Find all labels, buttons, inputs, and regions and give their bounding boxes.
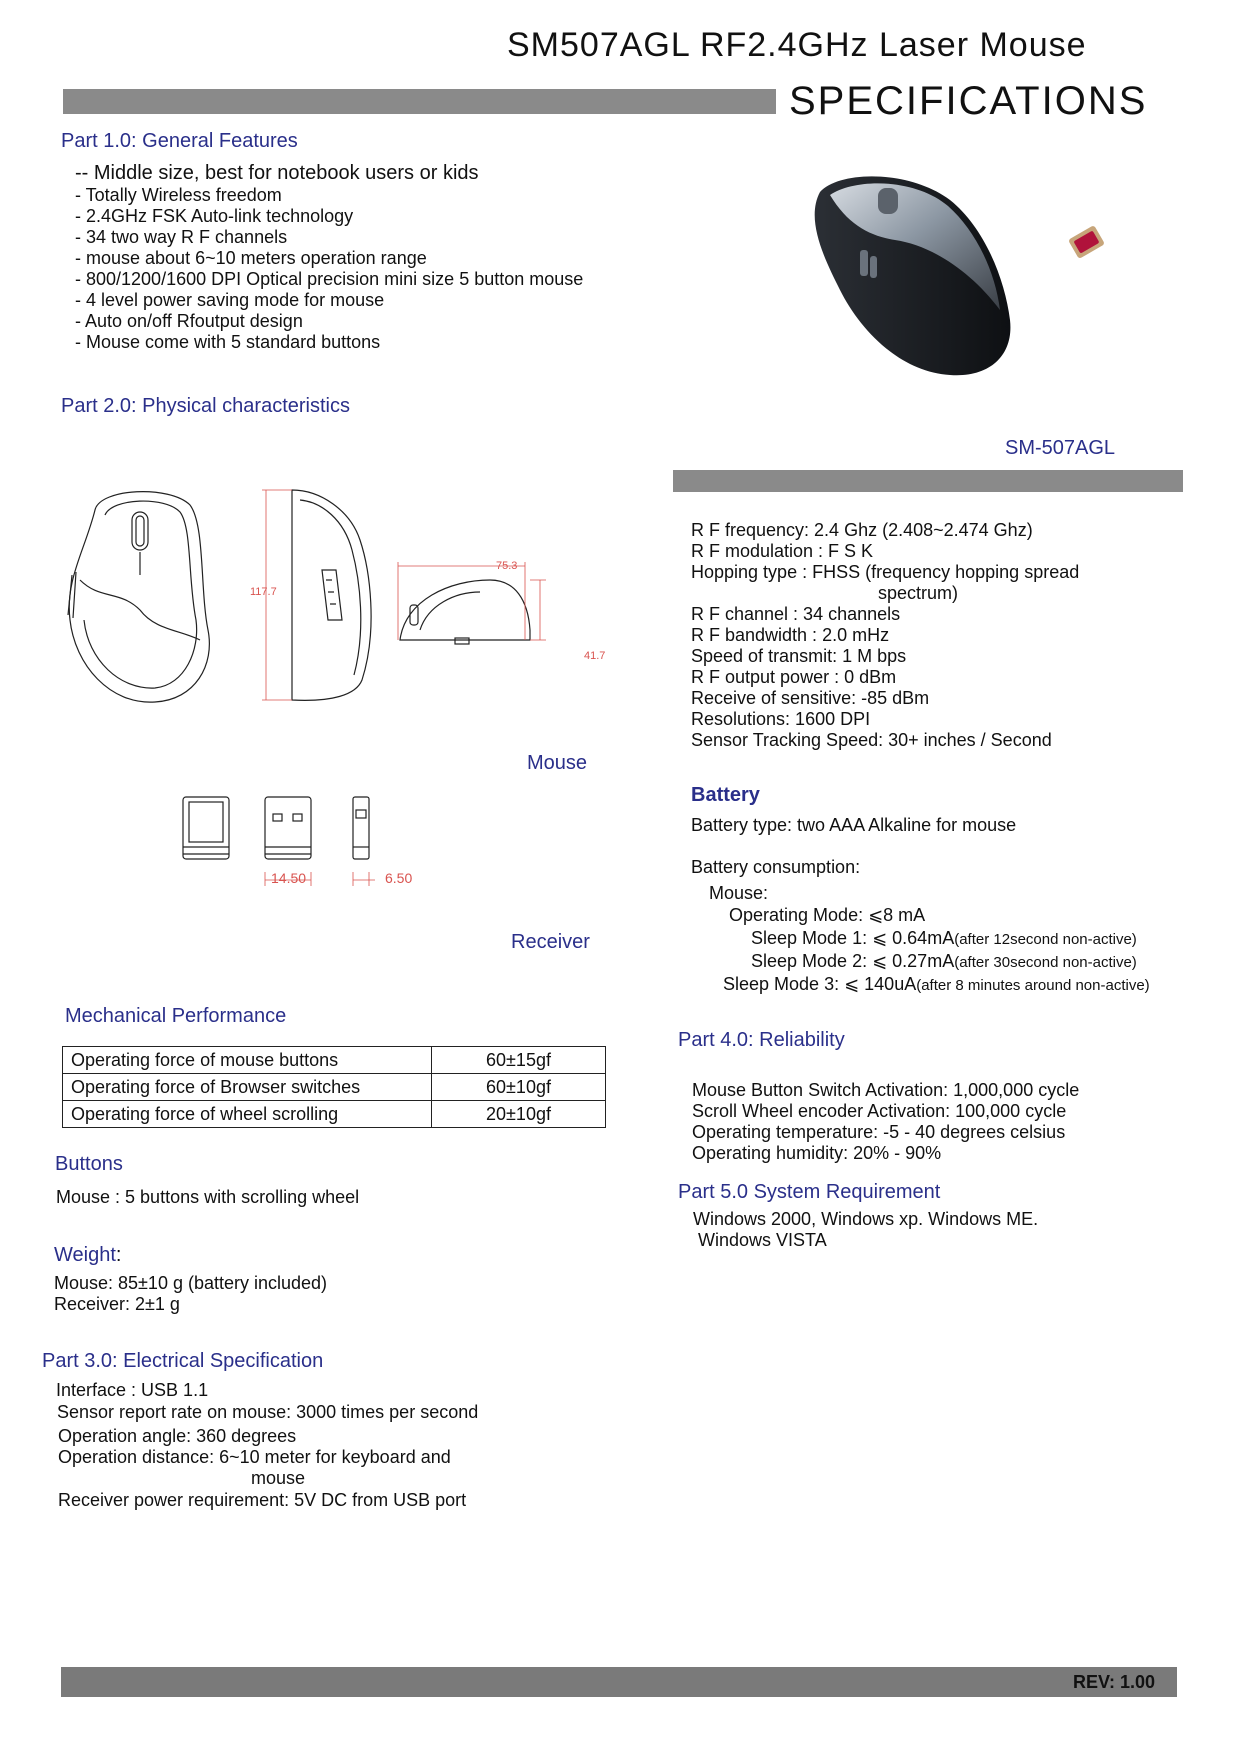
dim-width: 75.3 <box>496 560 518 572</box>
sensor-report-rate: Sensor report rate on mouse: 3000 times per second <box>57 1402 479 1422</box>
rf-spec-list <box>691 520 1079 751</box>
sleep-mode-3-value: Sleep Mode 3: ⩽ 140uA <box>723 974 917 994</box>
mech-label: Operating force of mouse buttons <box>63 1047 432 1074</box>
battery-mouse-label: Mouse: <box>709 883 769 903</box>
receive-sensitivity: Receive of sensitive: -85 dBm <box>691 688 930 708</box>
dim-height: 117.7 <box>250 586 277 598</box>
hopping-type-cont: spectrum) <box>878 583 959 603</box>
receiver-drawings <box>175 792 435 892</box>
system-heading: Part 5.0 System Requirement <box>678 1181 941 1203</box>
reliability-heading: Part 4.0: Reliability <box>678 1029 845 1051</box>
list-item: - Auto on/off Rfoutput design <box>75 311 303 331</box>
product-photo <box>800 170 1130 380</box>
list-item: Mouse Button Switch Activation: 1,000,000 cycle <box>692 1080 1080 1100</box>
tracking-speed: Sensor Tracking Speed: 30+ inches / Second <box>691 730 1052 750</box>
list-item: Scroll Wheel encoder Activation: 100,000 cycle <box>692 1101 1067 1121</box>
mech-label: Operating force of Browser switches <box>63 1074 432 1101</box>
document-title: SM507AGL RF2.4GHz Laser Mouse <box>507 26 1087 64</box>
mech-value: 60±15gf <box>432 1047 606 1074</box>
list-item: Operating temperature: -5 - 40 degrees celsius <box>692 1122 1066 1142</box>
buttons-text: Mouse : 5 buttons with scrolling wheel <box>56 1187 360 1207</box>
dim-depth: 41.7 <box>584 650 606 662</box>
resolutions: Resolutions: 1600 DPI <box>691 709 871 729</box>
receiver-label: Receiver <box>511 931 590 953</box>
list-item: Operating humidity: 20% - 90% <box>692 1143 942 1163</box>
battery-consumption-label: Battery consumption: <box>691 857 861 877</box>
table-row <box>63 1047 606 1074</box>
table-row <box>63 1074 606 1101</box>
rf-output-power: R F output power : 0 dBm <box>691 667 897 687</box>
receiver-power: Receiver power requirement: 5V DC from USB port <box>58 1490 467 1510</box>
battery-type: Battery type: two AAA Alkaline for mouse <box>691 815 1017 835</box>
battery-heading: Battery <box>691 784 760 806</box>
weight-mouse: Mouse: 85±10 g (battery included) <box>54 1273 328 1293</box>
model-label: SM-507AGL <box>1005 437 1116 459</box>
dim-rx-width: 14.50 <box>271 870 307 886</box>
system-line-2: Windows VISTA <box>698 1230 827 1250</box>
sleep-mode-1 <box>751 928 1137 950</box>
dim-rx-depth: 6.50 <box>385 870 413 886</box>
list-item: - 4 level power saving mode for mouse <box>75 290 385 310</box>
mouse-drawings <box>60 480 620 720</box>
operation-distance: Operation distance: 6~10 meter for keyboard and <box>58 1447 451 1467</box>
header-bar <box>63 89 776 114</box>
reliability-list <box>692 1080 1079 1164</box>
sleep-mode-1-note: (after 12second non-active) <box>954 931 1137 948</box>
transmit-speed: Speed of transmit: 1 M bps <box>691 646 907 666</box>
sleep-mode-3 <box>723 974 1150 996</box>
list-item: - 2.4GHz FSK Auto-link technology <box>75 206 354 226</box>
rf-frequency: R F frequency: 2.4 Ghz (2.408~2.474 Ghz) <box>691 520 1033 540</box>
rf-bar <box>673 470 1183 492</box>
sleep-mode-2-value: Sleep Mode 2: ⩽ 0.27mA <box>751 951 955 971</box>
electrical-heading: Part 3.0: Electrical Specification <box>42 1350 324 1372</box>
specifications-title: SPECIFICATIONS <box>789 79 1148 123</box>
mech-value: 20±10gf <box>432 1101 606 1128</box>
list-item: - mouse about 6~10 meters operation range <box>75 248 427 268</box>
mech-value: 60±10gf <box>432 1074 606 1101</box>
mechanical-table <box>62 1046 606 1128</box>
general-features-heading: Part 1.0: General Features <box>61 130 298 152</box>
sleep-mode-1-value: Sleep Mode 1: ⩽ 0.64mA <box>751 928 955 948</box>
mouse-photo-icon <box>800 170 1130 380</box>
operation-distance-cont: mouse <box>251 1468 306 1488</box>
rf-channel: R F channel : 34 channels <box>691 604 901 624</box>
revision-label: REV: 1.00 <box>1073 1672 1156 1692</box>
sleep-mode-3-note: (after 8 minutes around non-active) <box>916 977 1150 994</box>
general-features-list <box>75 185 583 353</box>
weight-heading-colon: : <box>115 1244 122 1266</box>
table-row <box>63 1101 606 1128</box>
list-item: - 800/1200/1600 DPI Optical precision mini size 5 button mouse <box>75 269 584 289</box>
system-line-1: Windows 2000, Windows xp. Windows ME. <box>693 1209 1039 1229</box>
general-lead: -- Middle size, best for notebook users or kids <box>75 162 479 184</box>
weight-receiver: Receiver: 2±1 g <box>54 1294 180 1314</box>
sleep-mode-2-note: (after 30second non-active) <box>954 954 1137 971</box>
interface: Interface : USB 1.1 <box>56 1380 209 1400</box>
mouse-label: Mouse <box>527 752 588 774</box>
operation-angle: Operation angle: 360 degrees <box>58 1426 297 1446</box>
list-item: - Totally Wireless freedom <box>75 185 282 205</box>
mech-label: Operating force of wheel scrolling <box>63 1101 432 1128</box>
rf-modulation: R F modulation : F S K <box>691 541 874 561</box>
hopping-type: Hopping type : FHSS (frequency hopping spread <box>691 562 1080 582</box>
physical-heading: Part 2.0: Physical characteristics <box>61 395 350 417</box>
footer-bar <box>61 1667 1177 1697</box>
operating-mode: Operating Mode: ⩽8 mA <box>729 905 926 925</box>
mechanical-heading: Mechanical Performance <box>65 1005 287 1027</box>
buttons-heading: Buttons <box>55 1153 123 1175</box>
weight-heading <box>54 1244 121 1267</box>
weight-heading-text: Weight <box>54 1244 116 1266</box>
mouse-diagram-icon <box>60 480 620 720</box>
sleep-mode-2 <box>751 951 1137 973</box>
list-item: - Mouse come with 5 standard buttons <box>75 332 381 352</box>
rf-bandwidth: R F bandwidth : 2.0 mHz <box>691 625 890 645</box>
list-item: - 34 two way R F channels <box>75 227 288 247</box>
